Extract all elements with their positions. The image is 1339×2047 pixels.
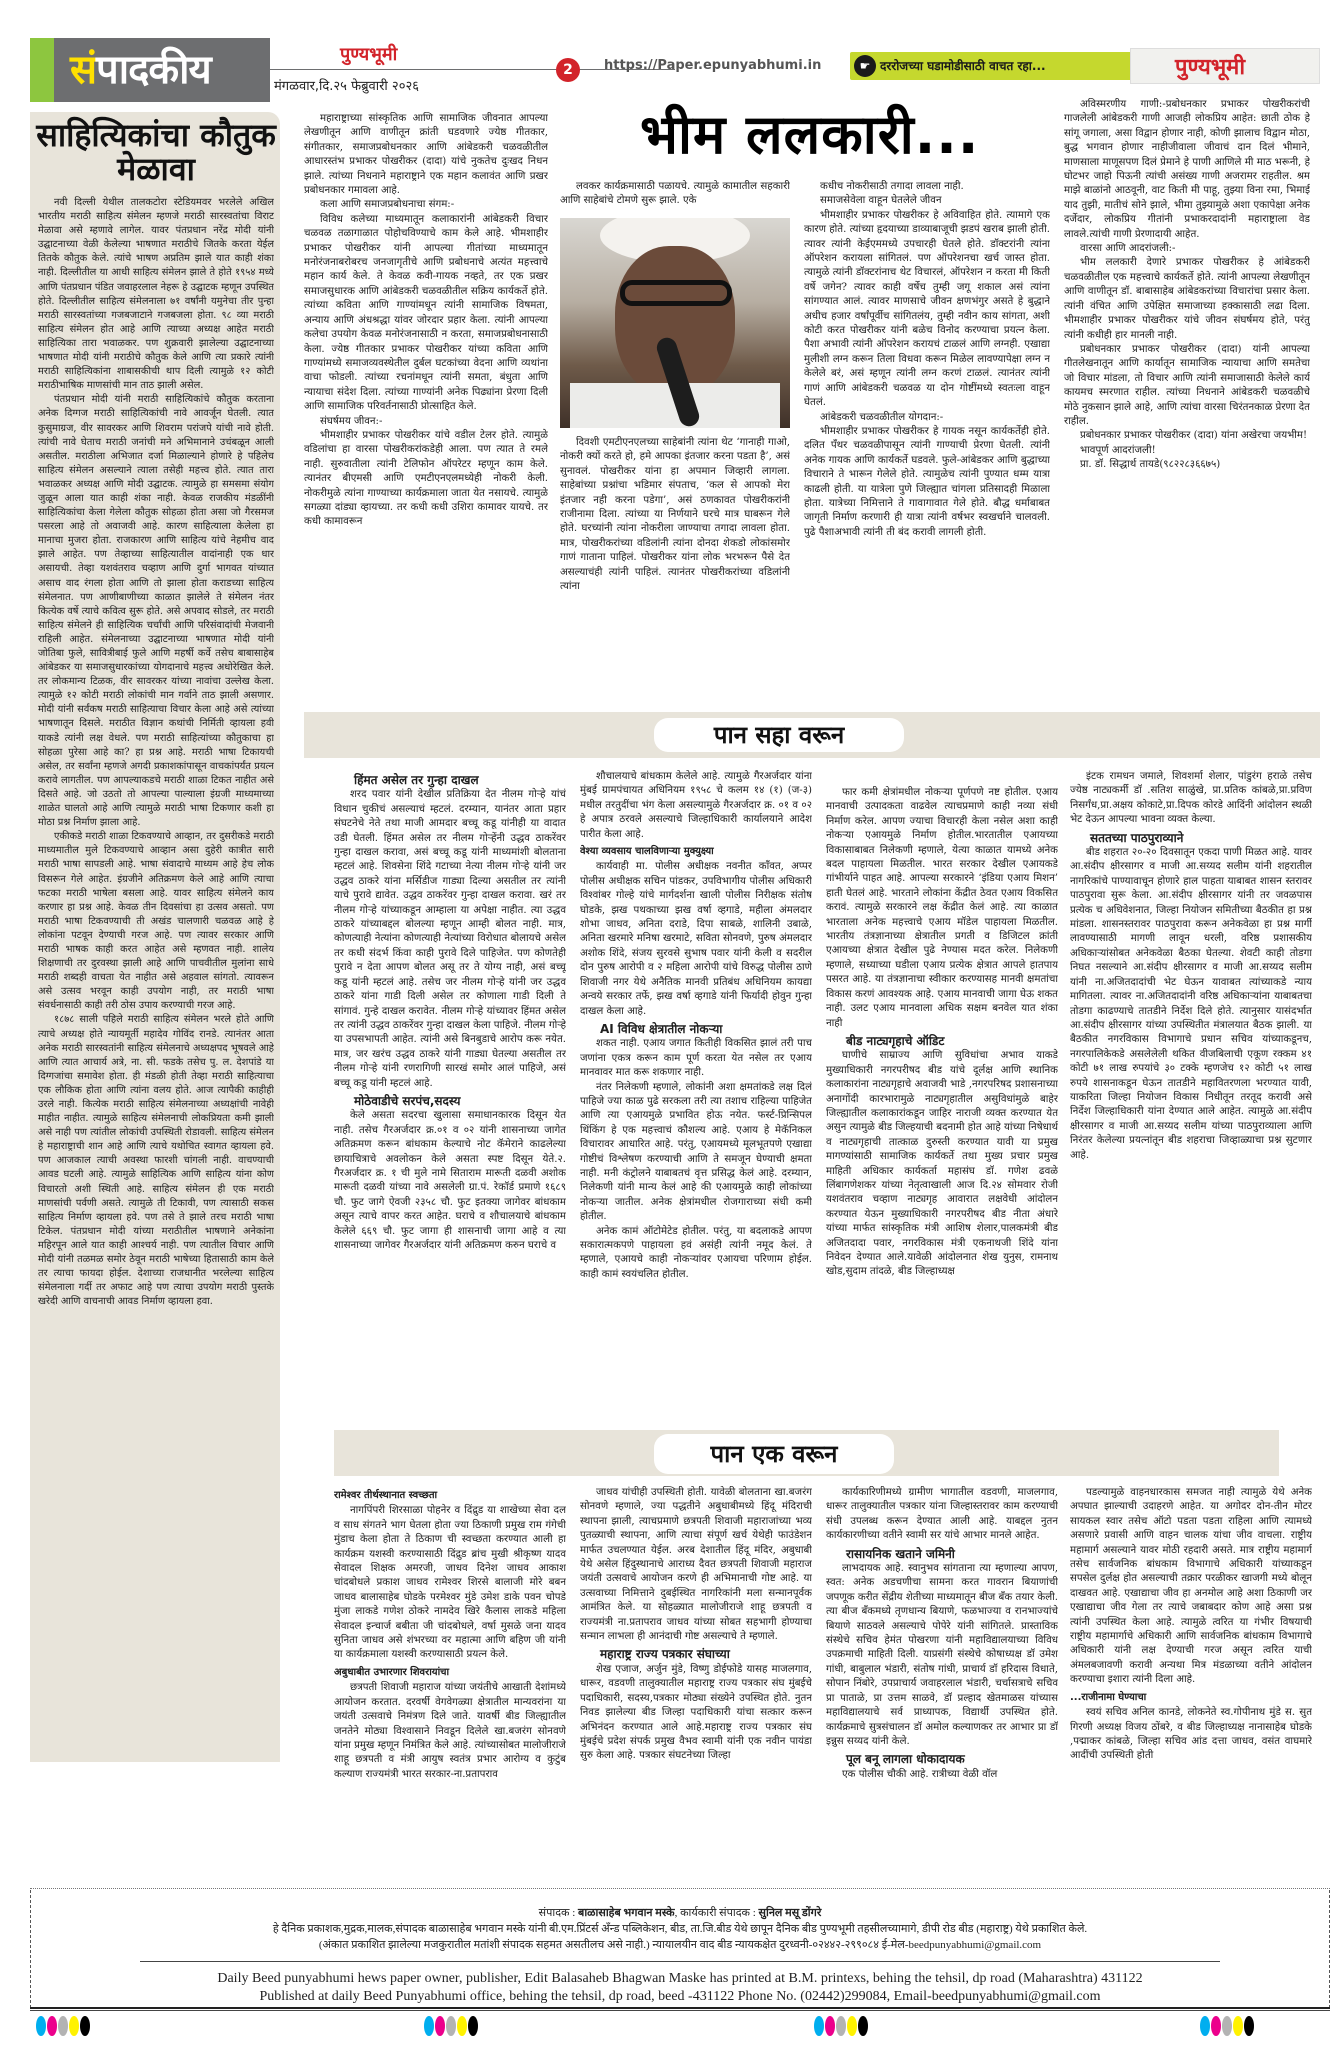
paragraph: पंतप्रधान मोदी यांनी मराठी साहित्यिकांचे कौतुक करताना अनेक दिग्गज मराठी साहित्यिकांची नावे आवर्जून घेतली. त्यात कुसुमाग्रज, वीर सावरकर आणि शिवराम परांजपे यांची नावे होती. त्यांची नावे घेताच मराठी जनांची मने अभिमानाने उचंबळून आली असतील. मराठीला अभिजात दर्जा मिळाल्याने होणारे हे पहिलेच साहित्य संमेलन असल्याने त्याला तसेही महत्त्व होते. त्यात तारा भवाळकर अध्यक्ष आणि मोदी उद्घाटक. त्यामुळे हा समसमा संयोग जुळून आला यात काही शंका नाही. केवळ राजकीय मंडळींनी साहित्यिकांचा केला गेलेला कौतुक सोहळा होता असा जो गैरसमज पसरला आहे तो अवाजवी आहे. कारण साहित्याला केलेला हा मानाचा मुजरा होता. राजकारण आणि साहित्य यांचे नेहमीच वाद झाले आहेत. पण तेव्हाच्या साहित्यातील वादांनाही एक धार असायची. तेव्हा यशवंतराव चव्हाण आणि दुर्गा भागवत यांच्यात असाच वाद रंगला होता आणि तो झाला होता कराडच्या साहित्य संमेलनात. पण आणीबाणीच्या काळात झालेले ते संमेलन नंतर कित्येक वर्षे त्याचे कवित्व सुरू होते. असे अपवाद सोडले, तर मराठी साहित्य संमेलने ही साहित्यिक चर्चांची आणि परिसंवादांची मेजवानी राहिली आहेत. संमेलनाच्या उद्घाटनाच्या भाषणात मोदी यांनी जोतिबा फुले, सावित्रीबाई फुले आणि महर्षी कर्वे तसेच बाबासाहेब आंबेडकर या समाजसुधारकांच्या योगदानाचे महत्त्व अधोरेखित केले. तर लोकमान्य टिळक, वीर सावरकर यांच्या नावांचा उल्लेख केला. त्यामुळे १२ कोटी मराठी लोकांची मान गर्वाने ताठ झाली असणार. मोदी यांनी सर्वंकष मराठी साहित्याचा विचार केला आहे असे त्यांच्या भाषणातून दिसले. मराठीत विज्ञान कथांची निर्मिती व्हायला हवी याकडे त्यांनी लक्ष वेधले. पण मराठी साहित्यांच्या कौतुकाचा हा सोहळा पुरेसा आहे का? हा प्रश्न आहे. मराठी भाषा टिकायची असेल, तर सर्वांना म्हणजे अगदी प्रकाशकांपासून वाचकांपर्यंत प्रयत्न करावे लागतील. पण आपल्याकडचे मराठी शाळा टिकत नाहीत असे दिसते आहे. जो उठतो तो आपल्या पाल्याला इंग्रजी माध्यमाच्या शाळेत घालतो आहे आणि त्यामुळे मराठी भाषा टिकणार कशी हा मोठा प्रश्न निर्माण झाला आहे.	[38, 394, 274, 829]
paragraph: केले असता सदरचा खुलासा समाधानकारक दिसून येत नाही. तसेच गैरअर्जदार क्र.०१ व ०२ यांनी शासनाच्या जागेत अतिक्रमण करून बांधकाम केल्याचे नोट कॅमेराने काढलेल्या छायाचित्राचे अवलोकन केले असता स्पष्ट दिसून येते.२. गैरअर्जदार क्र. १ ची मुले नामे सिताराम मारूती दळवी अशोक मारूती दळवी यांच्या नावे असलेली ग्रा.पं. रेकॉर्ड प्रमाणे १६८९ चौ. फुट जागे ऐवजी २३५८ चौ. फुट इतक्या जागेवर बांधकाम असून त्याचे वापर करत आहेत. घराचे व शौचालयाचे बांधकाम केलेले ६६९ चौ. फुट जागा ही शासनाची जागा आहे व त्या शासनाच्या जागेवर गैरअर्जदार यांनी अतिक्रमण करुन घराचे व	[334, 1110, 566, 1251]
registration-dot	[424, 2016, 434, 2036]
page6-column-1	[334, 770, 566, 1400]
page1-column-4	[1070, 1486, 1312, 1874]
section-title-rest: पादकीय	[96, 47, 211, 93]
subheading: ...राजीनामा घेण्याचा	[1070, 1691, 1147, 1703]
section-label-page1: पान एक वरून	[654, 1434, 894, 1474]
paragraph: बीड शहरात २०-२० दिवसातून एकदा पाणी मिळत आहे. यावर आ.संदीप क्षीरसागर व माजी आ.सय्यद सलीम यांनी शहरातील नागरिकांचे पाण्यावाचून होणारे हाल पाहता याबाबत शासन स्तरावर पाठपुरावा सुरू केला. आ.संदीप क्षीरसागर यांनी तर जवळपास प्रत्येक च अधिवेशनात, जिल्हा नियोजन समितीच्या बैठकीत हा प्रश्न मांडला. शासनस्तरावर पाठपुरावा करून अनेकवेळा हा प्रश्न मार्गी लावण्यासाठी मागणी लावून धरली, वरिष्ठ प्रशासकीय अधिकाऱ्यांसोबत अनेकवेळा बैठका घेतल्या. शेवटी काही तोडगा निघत नसल्याने आ.संदीप क्षीरसागर व माजी आ.सय्यद सलीम यांनी ना.अजितदादांची भेट घेऊन यावाबत त्यांच्याकडे न्याय मागितला. त्यावर ना.अजितदादांनी वरिष्ठ अधिकाऱ्यांना याबाबतचा तोडगा काढण्याचे तातडीने निर्देश दिले होते. त्यानुसार यासंदर्भात आ.संदीप क्षीरसागर यांच्या उपस्थितीत मंत्रालयात बैठक झाली. या बैठकीत नगरविकास विभागाचे प्रधान सचिव यांच्याकडूनच, नगरपालिकेकडे असलेलेली थकित वीजबिलाची एकूण रक्कम ४१ कोटी ७१ लाख रुपयांचे ३० टक्के म्हणजेच १२ कोटी ५१ लाख रुपये शासनाकडून घेऊन तातडीने महावितरणला भरण्यात यावी, याकरिता जिल्हा नियोजन विकास निधीतून तरतूद करावी असे निर्देश जिल्हाधिकारी यांना देण्यात आले आहेत. त्यामुळे आ.संदीप क्षीरसागर व माजी आ.सय्यद सलीम यांच्या पाठपुराव्याला आणि निरंतर केलेल्या प्रयत्नांतून बीड शहराचा जिव्हाळ्याचा प्रश्न सुटणार आहे.	[1070, 847, 1312, 1161]
paragraph: शेख एजाज, अर्जुन मुंडे, विष्णु डोईफोडे यासह माजलगाव, धारूर, वडवणी तालुक्यातील महाराष्ट्र राज्य पत्रकार संघ मुंबईचे पदाधिकारी, सदस्य,पत्रकार मोठ्या संख्येने उपस्थित होते. नुतन निवड झालेल्या बीड जिल्हा पदाधिकारी यांचा सत्कार करून अभिनंदन करण्यात आले आहे.महाराष्ट्र राज्य पत्रकार संघ मुंबईचे प्रदेश संपर्क प्रमुख वैभव स्वामी यांनी एक नवीन पायंडा सुरु केला आहे. पत्रकार संघटनेच्या जिल्हा	[580, 1663, 812, 1762]
subheading: AI विविध क्षेत्रातील नोकऱ्या	[600, 1021, 723, 1036]
paragraph: नंतर निलेकणी म्हणाले, लोकांनी अशा क्षमतांकडे लक्ष दिलं पाहिजे ज्या काळ पुढे सरकला तरी त्या तशाच राहिल्या पाहिजेत आणि त्या एआयमुळे प्रभावित होऊ नयेत. फर्स्ट-प्रिन्सिपल थिंकिंग हे एक महत्त्वाचं कौशल्य आहे. एआय हे मेकॅनिकल विचारावर आधारित आहे. परंतु, एआयमध्ये मूलभूतपणे एखाद्या गोष्टीचं विश्लेषण करण्याची आणि ते समजून घेण्याची क्षमता नाही. मनी कंट्रोलने याबाबतचं वृत्त प्रसिद्ध केलं आहे. दरम्यान, निलेकणी यांनी मान्य केलं आहे की एआयमुळे काही लोकांच्या नोकऱ्या जातील. अनेक क्षेत्रांमधील रोजगाराच्या संधी कमी होतील.	[580, 1081, 812, 1223]
subheading: हिंमत असेल तर गुन्हा दाखल	[354, 773, 479, 787]
paragraph: इंटक रामधन जमाले, शिवशर्मा शेलार, पांडुरंग हराळे तसेच ज्येष्ठ नाट्यकर्मी डॉ .सतिश साळुंखे, प्रा.प्रतिक कांबळे,प्रा.प्रविण निसर्गंध,प्रा.अक्षय कोकाटे,प्रा.दिपक कोरडे आदिंनी आंदोलन स्थळी भेट देऊन आपल्या भावना व्यक्त केल्या.	[1070, 771, 1312, 826]
paragraph: कार्यकारिणीमध्ये ग्रामीण भागातील वडवणी, माजलगाव, धारूर तालुक्यातील पत्रकार यांना जिल्हास्तरावर काम करण्याची संधी उपलब्ध करून देण्यात आली आहे. याबद्दल नुतन कार्यकारणीच्या वतीने स्वामी सर यांचे आभार मानले आहेत.	[826, 1487, 1058, 1542]
pointing-hand-icon: ☛	[854, 55, 876, 77]
registration-marks	[424, 2016, 478, 2036]
imprint-marathi-2: (अंकात प्रकाशित झालेल्या मजकुरातील मतांशी संपादक सहमत असतीलच असे नाही.) न्यायालयीन वाद बीड न्यायकक्षेत दुरध्वनी-०२४४२-२९९०८४ ई-मेल-beedpunyabhumi@gmail.com	[318, 1939, 1042, 1951]
promo-logo: पुण्यभूमी	[1175, 55, 1246, 80]
paragraph: छत्रपती शिवाजी महाराज यांच्या जयंतीचे आखाती देशांमध्ये आयोजन करतात. दरवर्षी वेगवेगळ्या क्षेत्रातील मान्यवरांना या जयंती उत्सवाचे निमंत्रण दिले जाते. यावर्षी बीड जिल्ह्यातील जनतेने मोठ्या विश्वासाने निवडून दिलेले खा.बजरंग सोनवणे यांना प्रमुख म्हणून निमंत्रित केले आहे. त्यांच्यासोबत मालोजीराजे शाहू छत्रपती व मंत्री आयुष स्वतंत्र प्रभार आरोग्य व कुटुंब कल्याण राज्यमंत्री भारत सरकार-ना.प्रतापराव	[334, 1682, 566, 1780]
paragraph: कधीच नोकरीसाठी तगादा लावला नाही.	[820, 181, 964, 192]
subheading: बीड नाट्यगृहाचे ऑडिट	[846, 1033, 945, 1048]
registration-dot	[1244, 2016, 1254, 2036]
paragraph: लाभदायक आहे. स्वानुभव सांगताना त्या म्हणाल्या आपण, स्वत: अनेक अडचणीचा सामना करत गावरान बियाणांची जपणूक करीत सेंद्रीय शेतीच्या माध्यमातून बीज बँक तयार केली. त्या बीज बँकमध्ये तृणधान्य बियाणे, फळभाज्या व रानभाज्यांचे बियाणे साठवले असल्याचे पोपेरे यांनी सांगितले. प्रास्ताविक संस्थेचे सचिव हेमंत पोखरणा यांनी महाविद्यालयाच्या विविध उपक्रमाची माहिती दिली. याप्रसंगी संस्थेचे कोषाध्यक्ष डॉ उमेश गांधी, बाबुलाल भंडारी, संतोष गांधी, प्राचार्य डॉ हरिदास विधाते, सोपान निंबोरे, उपप्राचार्य जवाहरलाल भंडारी, चर्चासत्राचे सचिव प्रा पाताळे, प्रा उत्तम साळवे, डॉ प्रल्हाद खेतमाळस यांच्यास महाविद्यालयाचे सर्व प्राध्यापक, विद्यार्थी उपस्थित होते. कार्यक्रमाचे सुत्रसंचालन डॉ अमोल कल्याणकर तर आभार प्रा डॉ इन्नुस सय्यद यांनी केले.	[826, 1563, 1058, 1747]
registration-dot	[457, 2016, 467, 2036]
registration-marks	[814, 2016, 868, 2036]
imprint-english-1: Daily Beed punyabhumi hews paper owner, publisher, Edit Balasaheb Bhagwan Maske has printed at B.M. printexs, behing the tehsil, dp road (Maharashtra) 431122	[217, 1971, 1143, 1986]
paragraph: प्रा. डॉ. सिद्धार्थ तायडे(९८२२८३६६७५)	[1080, 459, 1221, 471]
registration-dot	[58, 2016, 68, 2036]
promo-banner	[850, 52, 1140, 80]
imprint-marathi-1: हे दैनिक प्रकाशक,मुद्रक,मालक,संपादक बाळासाहेब भगवान मस्के यांनी बी.एम.प्रिंटर्स अँन्ड पब्लिकेशन, बीड, ता.जि.बीड येथे छापून दैनिक बीड पुण्यभूमी तहसीलच्यामागे, डीपी रोड बीड (महाराष्ट्र) येथे प्रकाशित केले.	[272, 1923, 1088, 1935]
promo-text: दररोजच्या घडामोडीसाठी वाचत रहा...	[880, 59, 1046, 73]
page6-column-3	[826, 786, 1058, 1400]
paragraph: विविध कलेच्या माध्यमातून कलाकारांनी आंबेडकरी विचार चळवळ तळागाळात पोहोचविण्याचे काम केले आहे. भीमशाहीर प्रभाकर पोखरीकर यांनी आपल्या गीतांच्या माध्यमातून मनोरंजनाबरोबरच जनजागृतीचे आणि प्रबोधनाचे अत्यंत महत्त्वाचे महान कार्य केले. ते केवळ कवी-गायक नव्हते, तर एक प्रखर समाजसुधारक आणि आंबेडकरी चळवळीतील सक्रिय कार्यकर्ते होते. त्यांच्या कविता आणि गाण्यांमधून त्यांनी सामाजिक विषमता, अन्याय आणि अंधश्रद्धा यांवर जोरदार प्रहार केला. त्यांनी आपल्या कलेचा उपयोग केवळ मनोरंजनासाठी न करता, समाजप्रबोधनासाठी केला. ज्येष्ठ गीतकार प्रभाकर पोखरीकर यांच्या कविता आणि गाण्यांमध्ये समाजव्यवस्थेतील दुर्बल घटकांच्या वेदना आणि व्यथांना वाचा फोडली. त्यांच्या रचनांमधून त्यांनी समता, बंधुता आणि न्यायाचा संदेश दिला. त्यांच्या गाण्यांनी अनेक पिढ्यांना प्रेरणा दिली आणि सामाजिक परिवर्तनासाठी प्रोत्साहित केले.	[304, 213, 548, 413]
paragraph: संघर्षमय जीवन:-	[320, 415, 383, 427]
page1-column-2	[580, 1486, 812, 1874]
issue-date: मंगळवार,दि.२५ फेब्रुवारी २०२६	[274, 79, 419, 94]
subheading: रासायनिक खताने जमिनी	[846, 1546, 955, 1561]
paragraph: फार कमी क्षेत्रांमधील नोकऱ्या पूर्णपणे नष्ट होतील. एआय मानवाची उत्पादकता वाढवेल त्याचप्रमाणे काही नव्या संधी निर्माण करेल. आपण ज्याचा विचारही केला नसेल अशा काही नोकऱ्या एआयमुळे निर्माण होतील.भारतातील एआयच्या विकासाबाबत निलेकणी म्हणाले, येत्या काळात यामध्ये अनेक बदल पाहायला मिळतील. भारत सरकार देखील एआयकडे गांभीर्याने पाहत आहे. आपल्या सरकारने ‘इंडिया एआय मिशन’ हाती घेतलं आहे. भारताने लोकांना केंद्रीत ठेवत एआय विकसित करावं. त्यामुळे सरकारने लक्ष केंद्रीत केलं आहे. त्या काळात भारताला अनेक महत्त्वाचे एआय मॉडेल पाहायला मिळतील. भारतीय तंत्रज्ञानाच्या क्षेत्रातील प्रगती व डिजिटल क्रांती एआयच्या क्षेत्रात देखील पुढे नेण्यास मदत करेल. निलेकणी म्हणाले, सध्याच्या घडीला एआय प्रत्येक क्षेत्रात आपले हातपाय पसरत आहे. या तंत्रज्ञानाचा स्वीकार करण्यासह मानवी क्षमतांचा विकास करणं आवश्यक आहे. एआय मानवाची जागा घेऊ शकत नाही. उलट एआय मानवाला अधिक सक्षम बनवेल यात शंका नाही	[826, 787, 1058, 1029]
registration-dot	[1233, 2016, 1243, 2036]
subheading: रामेश्वर तीर्थस्थानात स्वच्छता	[334, 1490, 438, 1501]
registration-dot	[80, 2016, 90, 2036]
section-label-page6: पान सहा वरून	[654, 718, 904, 752]
footer-divider	[30, 1888, 1330, 1889]
section-title-first: सं	[70, 47, 97, 93]
subheading: महाराष्ट्र राज्य पत्रकार संघाच्या	[600, 1647, 730, 1662]
paragraph: एकीकडे मराठी शाळा टिकवण्याचे आव्हान, तर दुसरीकडे मराठी माध्यमातील मुले टिकवण्याचे आव्हान असा दुहेरी कात्रीत सारी मराठी भाषा सापडली आहे. भाषा संवादाचे माध्यम आहे हेच लोक विसरून गेले आहेत. इंग्रजीने अतिक्रमण केले आहे आणि त्याचा फटका मराठी भाषेला बसला आहे. यावर साहित्य संमेलने काय करणार हा प्रश्न आहे. केवळ तीन दिवसांचा हा उत्सव असतो. पण मराठी भाषा टिकवण्याची ती अखंड चालणारी चळवळ आहे हे लोकांना पटवून देण्याची गरज आहे. पण त्यावर सरकार आणि मराठी भाषक काही करत आहेत असे म्हणवत नाही. शालेय शिक्षणाची तर दुरवस्था झाली आहे आणि पाचवीतील मुलांना साधे मराठी शब्दही वाचता येत नाहीत असे अहवाल सांगतो. त्यावरून असे उत्सव भरवून काही उपयोग नाही, तर मराठी भाषा संवर्धनासाठी काही तरी ठोस उपाय करण्याची गरज आहे.	[38, 831, 274, 1012]
registration-marks	[1200, 2016, 1254, 2036]
registration-dot	[825, 2016, 835, 2036]
paragraph: प्रबोधनकार प्रभाकर पोखरीकर (दादा) यांनी आपल्या गीतलेखनातून आणि कार्यातून सामाजिक न्यायाचा आणि समतेचा जो विचार मांडला, तो विचार आणि त्यांनी समाजासाठी केलेले कार्य कायमच स्मरणात राहील. त्यांच्या निधनाने आंबेडकरी चळवळीचे मोठे नुकसान झाले आहे, आणि त्यांचा वारसा चिरंतनकाळ प्रेरणा देत राहील.	[1064, 343, 1310, 427]
registration-dot	[435, 2016, 445, 2036]
paragraph: जाधव यांचीही उपस्थिती होती. यावेळी बोलताना खा.बजरंग सोनवणे म्हणाले, ज्या पद्धतीने अबुधाबीमध्ये हिंदू मंदिराची स्थापना झाली, त्याचप्रमाणे छत्रपती शिवाजी महाराजांच्या भव्य पुतळ्याची स्थापना, आणि त्याचा संपूर्ण खर्च येथेही फाउंडेशन मार्फत उचलण्यात येईल. अरब देशातील हिंदू मंदिर, अबुधाबी येथे असेल हिंदुस्थानाचे आराध्य दैवत छत्रपती शिवाजी महाराज जयंती उत्सवाचे आयोजन करणे ही अभिमानाची गोष्ट आहे. या उत्सवाच्या निमित्ताने दुबईस्थित नागरिकांनी मला सन्मानपूर्वक आमंत्रित केले. या सोहळ्यात मालोजीराजे शाहू छत्रपती व राज्यमंत्री ना.प्रतापराव जाधव यांच्या सोबत सहभागी होण्याचा सन्मान लाभला ही आनंदाची गोष्ट असल्याचे ते म्हणाले.	[580, 1487, 812, 1643]
page6-column-2	[580, 770, 812, 1400]
paragraph: आंबेडकरी चळवळीतील योगदान:-	[820, 411, 944, 423]
imprint-english-2: Published at daily Beed Punyabhumi office, behing the tehsil, dp road, beed -431122 Phone No. (02442)299084, Email-beedpunyabhumi@gmail.com	[259, 1989, 1101, 2004]
subheading: वेश्या व्यवसाय चालविणाऱ्या मुक्युक्ष्या	[580, 846, 714, 858]
feature-headline: भीम ललकारी...	[640, 103, 980, 166]
paragraph: शौचालयाचे बांधकाम केलेले आहे. त्यामुळे गैरअर्जदार यांना मुंबई ग्रामपंचायत अधिनियम १९५८ चे कलम १४ (१) (ज-३) मधील तरतुदींचा भंग केला असल्यामुळे गैरअर्जदार क्र. ०१ व ०२ हे अपात्र ठरवले असल्याचे जिल्हाधिकारी कार्यालयाने आदेश पारीत केला आहे.	[580, 771, 812, 840]
paragraph: लवकर कार्यक्रमासाठी पळायचे. त्यामुळे कामातील सहकारी आणि साहेबांचे टोमणे सुरू झाले. एके	[560, 181, 790, 207]
paragraph: घाणीचे साम्राज्य आणि सुविधांचा अभाव याकडे मुख्याधिकारी नगरपरीषद बीड यांचे दूर्लक्ष आणि स्थानिक कलाकारांना नाट्यगृहाचे अवाजवी भाडे ,नगरपरिषद प्रशासनाच्या अनागोंदी कारभारामुळे नाट्यगृहातील असुविधांमुळे बाहेर जिल्ह्यातील कलाकारांकडून जाहिर नाराजी व्यक्त करण्यात येत असुन त्यामुळे बीड जिल्हयाची बदनामी होत आहे यांच्या निषेधार्थ व नाट्यगृहाची तात्काळ दुरुस्ती करण्यात यावी या प्रमुख मागण्यांसाठी सामाजिक कार्यकर्ते तथा मुख्य प्रचार प्रमुख माहिती अधिकार कार्यकर्ता महासंघ डॉ. गणेश ढवळे लिंबागणेशकर यांच्या नेतृत्वाखाली आज दि.२४ सोमवार रोजी यशवंतराव चव्हाण नाट्यगृह आवारात लक्षवेधी आंदोलन करण्यात येऊन मुख्याधिकारी नगरपरीषद बीड नीता अंधारे यांच्या मार्फत सांस्कृतिक मंत्री आशिष शेलार,पालकमंत्री बीड अजितदादा पवार, नगरविकास मंत्री एकनाथजी शिंदे यांना निवेदन देण्यात आले.यावेळी आंदोलनात शेख युनुस, रामनाथ खोड,सुदाम तांदळे, बीड जिल्हाध्यक्ष	[826, 1050, 1058, 1278]
registration-marks	[36, 2016, 90, 2036]
subheading: सततच्या पाठपुराव्याने	[1090, 830, 1184, 845]
registration-dot	[69, 2016, 79, 2036]
page-bottom-rule	[30, 2007, 1330, 2011]
paragraph: भावपूर्ण आदरांजली!	[1080, 444, 1156, 456]
registration-dot	[814, 2016, 824, 2036]
feature-column-2-top	[560, 180, 790, 210]
paragraph: समाजसेवेला वाहून घेतलेले जीवन	[820, 195, 942, 207]
paragraph: कार्यवाही मा. पोलीस अधीक्षक नवनीत काँवत, अप्पर पोलीस अधीक्षक सचिन पांडकर, उपविभागीय पोलीस अधिकारी विश्वांबर गोल्हे यांचे मार्गदर्शना खाली पोलीस निरीक्षक संतोष घोडके, झख पथकाच्या झख वर्षा व्हगाडे, महीला अंमलदार शोभा जाधव, अनिता दराडे, दिपा साबळे, शालिनी उबाळे, अनिता खरमारे मनिषा खरमाटे, सविता सोनवणे, पुरुष अंमलदार अशोक शिंदे, संजय सुरवसे सुभाष पवार यांनी केली व सदरील दोन पुरुष आरोपी व २ महिला आरोपी यांचे विरुद्ध पोलीस ठाणे शिवाजी नगर येथे अनैतिक मानवी प्रतिबंध अधिनियम कायद्या अन्वये सरकार तर्फे, झख वर्षा व्हगाडे यांनी फिर्यादी होवुन गुन्हा दाखल केला आहे.	[580, 861, 812, 1017]
registration-dot	[858, 2016, 868, 2036]
subheading: मोठेवाडीचे सरपंच,सदस्य	[354, 1093, 461, 1108]
feature-column-4	[1064, 98, 1310, 708]
feature-column-1	[304, 112, 548, 702]
subheading: अबुधाबीत उभारणार शिवरायांचा	[334, 1666, 450, 1678]
paragraph: भीमशाहीर प्रभाकर पोखरीकर हे अविवाहित होते. त्यामागे एक कारण होते. त्यांच्या हृदयाच्या डाव्याबाजूची झडपं खराब झाली होती. त्यावर त्यांनी केईएममध्ये उपचारही घेतले होते. डॉक्टरांनी त्यांना ऑपरेशन करायला सांगितलं. पण ऑपरेशनचा खर्च जास्त होता. त्यामुळे त्यांनी डॉक्टरांनाच थेट विचारलं, ऑपरेशन न करता मी किती वर्षे जगेन? त्यावर काही वर्षेच तुम्ही जगू शकाल असं त्यांना सांगण्यात आलं. त्यावर माणसाचे जीवन क्षणभंगुर असते हे बुद्धाने अधीच हजार वर्षांपूर्वीच सांगितलंय, तुम्ही नवीन काय सांगता, अशी कोटी करत पोखरीकर यांनी बळेच विनोद करण्याचा प्रयत्न केला. पैशा अभावी त्यांनी ऑपरेशन करायचं टाळलं आणि लग्नही. एखाद्या मुलीशी लग्न करून तिला विधवा करून मिळेल लावण्यापेक्षा लग्न न केलेले बरं, असं म्हणून त्यांनी लग्न करणं टाळलं. त्यानंतर त्यांनी गाणं आणि आंबेडकरी चळवळ या दोन गोष्टींमध्ये स्वतःला वाहून घेतलं.	[804, 209, 1050, 409]
page6-column-4	[1070, 770, 1312, 1400]
paragraph: १८७८ साली पहिले मराठी साहित्य संमेलन भरले होते आणि त्याचे अध्यक्ष होते न्यायमूर्ती महादेव गोविंद रानडे. त्यानंतर आता अनेक मराठी सारस्वतांनी साहित्य संमेलनाचे अध्यक्षपद भूषवले आहे आणि त्यात आचार्य अत्रे, ना. सी. फडके तसेच पु. ल. देशपांडे या दिग्गजांचा समावेश होता. ही मंडळी होती तेव्हा मराठी साहित्याचा एक लौकिक होता आणि त्यांना वलय होते. आज त्यापैकी काहीही उरले नाही. कित्येक मराठी साहित्य संमेलनाच्या अध्यक्षांची नावेही माहीत नाहीत. त्यामुळे साहित्य संमेलनाची लोकप्रियता कमी झाली असे नाही पण त्यांतील लोकांची उपस्थिती रोडावली. साहित्य संमेलन हे महाराष्ट्राची शान आहे आणि त्याचे यथोचित स्वागत व्हायला हवे. पण आजकाल त्याची अवस्था फारशी चांगली नाही. वाचण्याची आवड घटली आहे. त्यामुळे साहित्यिक आणि साहित्य यांना कोण विचारतो अशी स्थिती आहे. साहित्य संमेलन ही एक मराठी माणसांची पर्वणी असते. त्यामुळे ती टिकावी, पण त्यासाठी सकस साहित्य निर्माण व्हायला हवे. पण तसे ते झाले तरच मराठी भाषा टिकेल. पंतप्रधान मोदी यांच्या मराठीतील भाषणाने अनेकांना महिरपून आले यात काही आश्चर्य नाही. पण त्यातील विचार आणि मोदी यांनी तळमळ समोर ठेवून मराठी भाषेच्या हितासाठी काम केले तर त्याचा फायदा होईल. देशाच्या राजधानीत भरलेल्या साहित्य संमेलनाला गर्दी तर अफाट आहे पण त्याचा उपयोग मराठी पुस्तके खरेदी आणि वाचनाची आवड निर्माण व्हायला हवा.	[38, 1014, 274, 1308]
paragraph: स्वयं सचिव अनिल कानडे, लोकनेते स्व.गोपीनाथ मुंडे स. सुत गिरणी अध्यक्ष विजय ठोंबरे, व बीड जिल्हाध्यक्ष नानासाहेब घोडके ,पद्माकर कांबळे, जिल्हा सचिव आंड दत्ता जाधव, वसंत वाघमारे आदींची उपस्थिती होती	[1070, 1707, 1312, 1762]
brand-name: पुण्यभूमी	[340, 44, 398, 65]
epaper-link[interactable]: https://Paper.epunyabhumi.in	[604, 58, 822, 73]
paragraph: भीमशाहीर प्रभाकर पोखरीकर यांचे वडील टेलर होते. त्यामुळे वडिलांचा हा वारसा पोखरीकरांकडेही आला. पण त्यात ते रमले नाही. सुरुवातीला त्यांनी टेलिफोन ऑपरेटर म्हणून काम केले. त्यानंतर बीएमसी आणि एमटीएनएलमध्येही नोकरी केली. नोकरीमुळे त्यांना गाण्याच्या कार्यक्रमाला जाता येत नसायचे. त्यामुळे सगळ्या दांड्या व्हायच्या. तर कधी कधी उशिरा कामावर यायचे. तर कधी कामावरून	[304, 429, 548, 528]
registration-dot	[1200, 2016, 1210, 2036]
paragraph: दिवशी एमटीएनएलच्या साहेबांनी त्यांना थेट ‘गानाही गाओ, नोकरी क्यों करते हो, हमे आपका इंतजार करना पडता है’, असं सुनावलं. पोखरीकर यांना हा अपमान जिव्हारी लागला. साहेबांच्या प्रश्नांचा भडिमार संपताच, ‘कल से आपको मेरा इंतजार नही करना पडेगा’, असं ठणकावत पोखरीकरांनी राजीनामा दिला. त्यांच्या या निर्णयाने घरचे मात्र घाबरून गेले होते. घरच्यांनी त्यांना नोकरीला जाण्याचा तगादा लावला होता. मात्र, पोखरीकरांच्या वडिलांनी त्यांना दोनदा शेकडो लोकांसमोर गाणं गाताना पाहिलं. पोखरीकर यांना लोक भरभरून पैसे देत असल्याचंही त्यांनी पाहिलं. त्यानंतर पोखरीकरांच्या वडिलांनी त्यांना	[560, 437, 790, 593]
registration-dot	[847, 2016, 857, 2036]
editorial-body	[38, 196, 274, 1756]
section-title-accent	[30, 38, 54, 102]
paragraph: अविस्मरणीय गाणी:-प्रबोधनकार प्रभाकर पोखरीकरांची गाजलेली आंबेडकरी गाणी आजही लोकप्रिय आहेत: छाती ठोक हे सांगू जगाला, असा विद्वान होणार नाही, कोणी झालाच विद्वान मोठा, बुद्ध भगवान होणार नाहीजीवाला जीवाचं दान दिलं भीमाने, माणसाला माणूसपण दिलं प्रेमाने हे पाणी आणिले मी माठ भरूनी, हे घोटभर जाहो पिऊनी त्यांची असंख्य गाणी अजरामर राहतील. श्रम माझे बाळांनो आठवूनी, वाट किती मी पाहू, तुझ्या विना रमा, भिमाई याद तुझी, मातीचं सोने झाले, भीमा तुझ्यामुळे अशा एकापेक्षा अनेक दर्जेदार, लोकप्रिय गीतांनी प्रभाकरदादांनी महाराष्ट्राला वेड लावले.त्यांची गाणी प्रेरणादायी आहेत.	[1064, 99, 1310, 240]
page-number-badge: 2	[556, 58, 580, 82]
imprint-footer	[30, 1905, 1330, 2006]
paragraph: अनेक कामं ऑटोमेटेड होतील. परंतु, या बदलाकडे आपण सकारात्मकपणे पाहायला हवं असंही त्यांनी नमूद केलं. ते म्हणाले, एआयचे काही नोकऱ्यांवर एआयचा परिणाम होईल. काही कामं स्वयंचलित होतील.	[580, 1225, 812, 1280]
paragraph: महाराष्ट्राच्या सांस्कृतिक आणि सामाजिक जीवनात आपल्या लेखणीतून आणि वाणीतून क्रांती घडवणारे ज्येष्ठ गीतकार, संगीतकार, समाजप्रबोधनकार आणि आंबेडकरी चळवळीतील आधारस्तंभ प्रभाकर पोखरीकर (दादा) यांचे नुकतेच दुःखद निधन झाले. त्यांच्या निधनाने महाराष्ट्राने एक महान कलावंत आणि प्रखर प्रबोधनकार गमावला आहे.	[304, 113, 548, 197]
section-title-box	[30, 38, 270, 102]
registration-dot	[47, 2016, 57, 2036]
registration-dot	[468, 2016, 478, 2036]
paragraph: वारसा आणि आदरांजली:-	[1080, 243, 1176, 255]
page1-column-3	[826, 1486, 1058, 1874]
paragraph: भीम ललकारी देणारे प्रभाकर पोखरीकर हे आंबेडकरी चळवळीतील एक महत्त्वाचे कार्यकर्ते होते. त्यांनी आपल्या लेखणीतून आणि वाणीतून डॉ. बाबासाहेब आंबेडकरांच्या विचारांचा प्रसार केला. त्यांनी वंचित आणि उपेक्षित समाजाच्या हक्कासाठी लढा दिला. भीमशाहीर प्रभाकर पोखरीकर यांचे जीवन संघर्षमय होते, परंतु त्यांनी कधीही हार मानली नाही.	[1064, 257, 1310, 341]
portrait-photo	[560, 218, 790, 428]
promo-newspaper-image	[1130, 48, 1320, 84]
page1-column-1	[334, 1486, 566, 1874]
paragraph: कला आणि समाजप्रबोधनाचा संगम:-	[320, 199, 455, 211]
paragraph: प्रबोधनकार प्रभाकर पोखरीकर (दादा) यांना अखेरचा जयभीम!	[1080, 430, 1308, 442]
registration-dot	[36, 2016, 46, 2036]
editor-credits: संपादक : बाळासाहेब भगवान मस्के, कार्यकारी संपादक : सुनिल मसू डोंगरे	[538, 1907, 822, 1919]
feature-column-2-bottom	[560, 436, 790, 702]
feature-column-3	[804, 180, 1050, 702]
registration-dot	[836, 2016, 846, 2036]
imprint-rule	[140, 1961, 1220, 1962]
paragraph: शरद पवार यांनी देखील प्रतिक्रिया देत नीलम गोऱ्हे यांचं विधान चुकीचं असल्याचं म्हटलं. दरम्यान, यानंतर आता प्रहार संघटनेचे नेते तथा माजी आमदार बच्चू कडू यांनीही या वादात उडी घेतली. हिंमत असेल तर नीलम गोऱ्हेंनी उद्धव ठाकरेंवर गुन्हा दाखल करावा, असं बच्चू कडू यांनी माध्यमांशी बोलताना म्हटलं आहे. शिवसेना शिंदे गटाच्या नेत्या नीलम गोऱ्हे यांनी जर उद्धव ठाकरे यांना मर्सिडीज गाड्या दिल्या असतील तर त्यांनी याचे पुरावे द्यावेत. उद्धव ठाकरेंवर गुन्हा दाखल करावा. खरं तर नीलम गोऱ्हे यांच्याकडून आम्हाला या अपेक्षा नाहीत. त्या उद्धव ठाकरे यांच्याबद्दल बोलल्या म्हणून आम्ही बोलत नाही. मात्र, कोणत्याही नेत्यांना कोणत्याही नेत्यांच्या विरोधात बोलायचे असेल तर कधी संदर्भ किंवा काही पुरावे दिले पाहिजेत. पण कोणतेही पुरावे न देता आपण बोलत असू तर ते योग्य नाही, असं बच्चू कडू यांनी म्हटलं आहे. तसेच जर नीलम गोऱ्हे यांनी जर उद्धव ठाकरे यांना गाडी दिली असेल तर कोणाला गाडी दिली ते सांगावं. गुन्हे दाखल करावेत. नीलम गोऱ्हे यांच्यावर हिंमत असेल तर त्यांनी उद्धव ठाकरेंवर गुन्हा दाखल केला पाहिजे. नीलम गोऱ्हे या उपसभापती आहेत. त्यांनी असे बिनबुडाचे आरोप करू नयेत. मात्र, जर खरंच उद्धव ठाकरे यांनी गाड्या घेतल्या असतील तर नीलम गोऱ्हे यांनी रणरागिणी सारखं समोर आलं पाहिजे, असं बच्चू कडू यांनी म्हटलं आहे.	[334, 789, 566, 1089]
paragraph: भीमशाहीर प्रभाकर पोखरीकर हे गायक नसून कार्यकर्तेही होते. दलित पँथर चळवळीपासून त्यांनी गाण्याची प्रेरणा घेतली. त्यांनी अनेक गायक आणि कार्यकर्ते घडवले. फुले-आंबेडकर आणि बुद्धाच्या विचाराने ते भारून गेलेले होते. त्यामुळेच त्यांनी पुण्यात धम्म यात्रा काढली होती. या यात्रेला पुणे जिल्ह्यात चांगला प्रतिसादही मिळाला होता. यात्रेच्या निमित्ताने ते गावागावात गेले होते. बौद्ध धर्माबाबत जागृती निर्माण करणारी ही यात्रा त्यांनी वर्षभर स्वखर्चाने चालवली. पुढे पैशाअभावी त्यांनी ती बंद करावी लागली होती.	[804, 425, 1050, 538]
paragraph: नवी दिल्ली येथील तालकटोरा स्टेडियमवर भरलेले अखिल भारतीय मराठी साहित्य संमेलन म्हणजे मराठी सारस्वतांचा विराट मेळावा असे म्हणावे लागेल. यावर पंतप्रधान नरेंद्र मोदी यांनी उद्घाटनाच्या वेळी केलेल्या भाषणात मराठीचे जितके करता येईल तितके कौतुक केले. त्यांचे भाषण अप्रतिम झाले यात काही शंका नाही. दिल्लीतील या आधी साहित्य संमेलन झाले ते होते १९५४ मध्ये आणि पंतप्रधान पंडित जवाहरलाल नेहरू हे उद्घाटक म्हणून उपस्थित होते. दिल्लीतील साहित्य संमेलनाला ७१ वर्षांनी यमुनेचा तीर पुन्हा मराठी सारस्वतांच्या गजबजाटाने गजबजला होता. ९८ व्या मराठी साहित्य संमेलन होत आहे आणि त्याच्या अध्यक्ष आहेत मराठी साहित्यिका तारा भवाळकर. पण शुक्रवारी झालेल्या उद्घाटनाच्या भाषणात मोदी यांनी मराठीचे कौतुक केले आणि त्या प्रकारे त्यांनी मराठी साहित्यिकांना शाबासकीची थाप दिली त्यामुळे १२ कोटी मराठीभाषिक माणसांची मान ताठ झाली असेल.	[38, 197, 274, 392]
paragraph: शकत नाही. एआय जगात कितीही विकसित झालं तरी पाच जणांना एकत्र करून काम पूर्ण करता येत नसेल तर एआय मानवावर मात करू शकणार नाही.	[580, 1038, 812, 1079]
registration-dot	[1211, 2016, 1221, 2036]
exec-editor-name: सुनिल मसू डोंगरे	[758, 1907, 822, 1919]
editor-name: बाळासाहेब भगवान मस्के	[578, 1907, 675, 1919]
registration-dot	[446, 2016, 456, 2036]
paragraph: नागपिंपरी शिरसाळा पोहनेर व दिंद्रुड या शाखेच्या सेवा दल व साध संगतने भाग घेतला होता ज्या ठिकाणी प्रमुख राम गंगेची मुंडाच केला होता ते ठिकाण ची स्वच्छता करण्यात आली हा कार्यक्रम यशस्वी करण्यासाठी दिंद्रुड ब्रांच मुखी श्रीकृष्ण यादव सेवादल शिक्षक अमरजी, जाधव दिनेश जाधव आकाश चांदबोधले प्रकाश जाधव रामेश्वर शिरसे बालाजी मोरे बबन जाधव बालासाहेब घोडके परमेश्वर मुंडे उमेश डाके पवन चोपडे मुंजा लाकडे गणेश ठोकरे नामदेव खिरे कैलास लाकडे महिला सेवादल इन्चार्ज बबीता जी चांदबोधले, वर्षा मुसळे जना यादव सुनिता जाधव असे शंभरच्या वर महात्मा आणि बहिण जी यांनी या कार्यक्रमाला यशस्वी करण्यासाठी प्रयत्न केले.	[334, 1505, 566, 1661]
subheading: पूल बनू लागला धोकादायक	[846, 1752, 965, 1767]
editorial-headline: साहित्यिकांचा कौतुक मेळावा	[36, 116, 276, 188]
section-title	[70, 42, 211, 98]
registration-dot	[1222, 2016, 1232, 2036]
paragraph: पडल्यामुळे वाहनधारकास समजत नाही त्यामुळे येथे अनेक अपघात झाल्याची उदाहरणे आहेत. या अगोदर दोन-तीन मोटर सायकल स्वार तसेच ऑटो पडता पडता राहिला आणि त्यामध्ये असणारे प्रवासी आणि वाहन चालक यांचा जीव वाचला. राष्ट्रीय महामार्ग असल्याने यावर मोठी रहदारी असते. मात्र राष्ट्रीय महामार्ग तसेच सार्वजनिक बांधकाम विभागाचे अधिकारी यांच्याकडून सपसेल दुर्लक्ष होत असल्याची तक्रार परळीकर खाजगी मध्ये बोलून दाखवत आहे. एखाद्याचा जीव हा अनमोल आहे अशा ठिकाणी जर एखाद्याचा जीव गेला तर त्याचे जबाबदार कोण आहे असा प्रश्न त्यांनी उपस्थित केला आहे. त्यामुळे त्वरित या गंभीर विषयाची राष्ट्रीय महामार्गाचे अधिकारी आणि सार्वजनिक बांधकाम विभागाचे अधिकारी यांनी लक्ष देण्याची गरज असून त्वरित याची अंमलबजावणी करावी अन्यथा मित्र मंडळाच्या वतीने आंदोलन करण्याचा इशारा त्यांनी दिला आहे.	[1070, 1487, 1312, 1686]
paragraph: एक पोलीस चौकी आहे. रात्रीच्या वेळी वॉल	[842, 1768, 998, 1780]
